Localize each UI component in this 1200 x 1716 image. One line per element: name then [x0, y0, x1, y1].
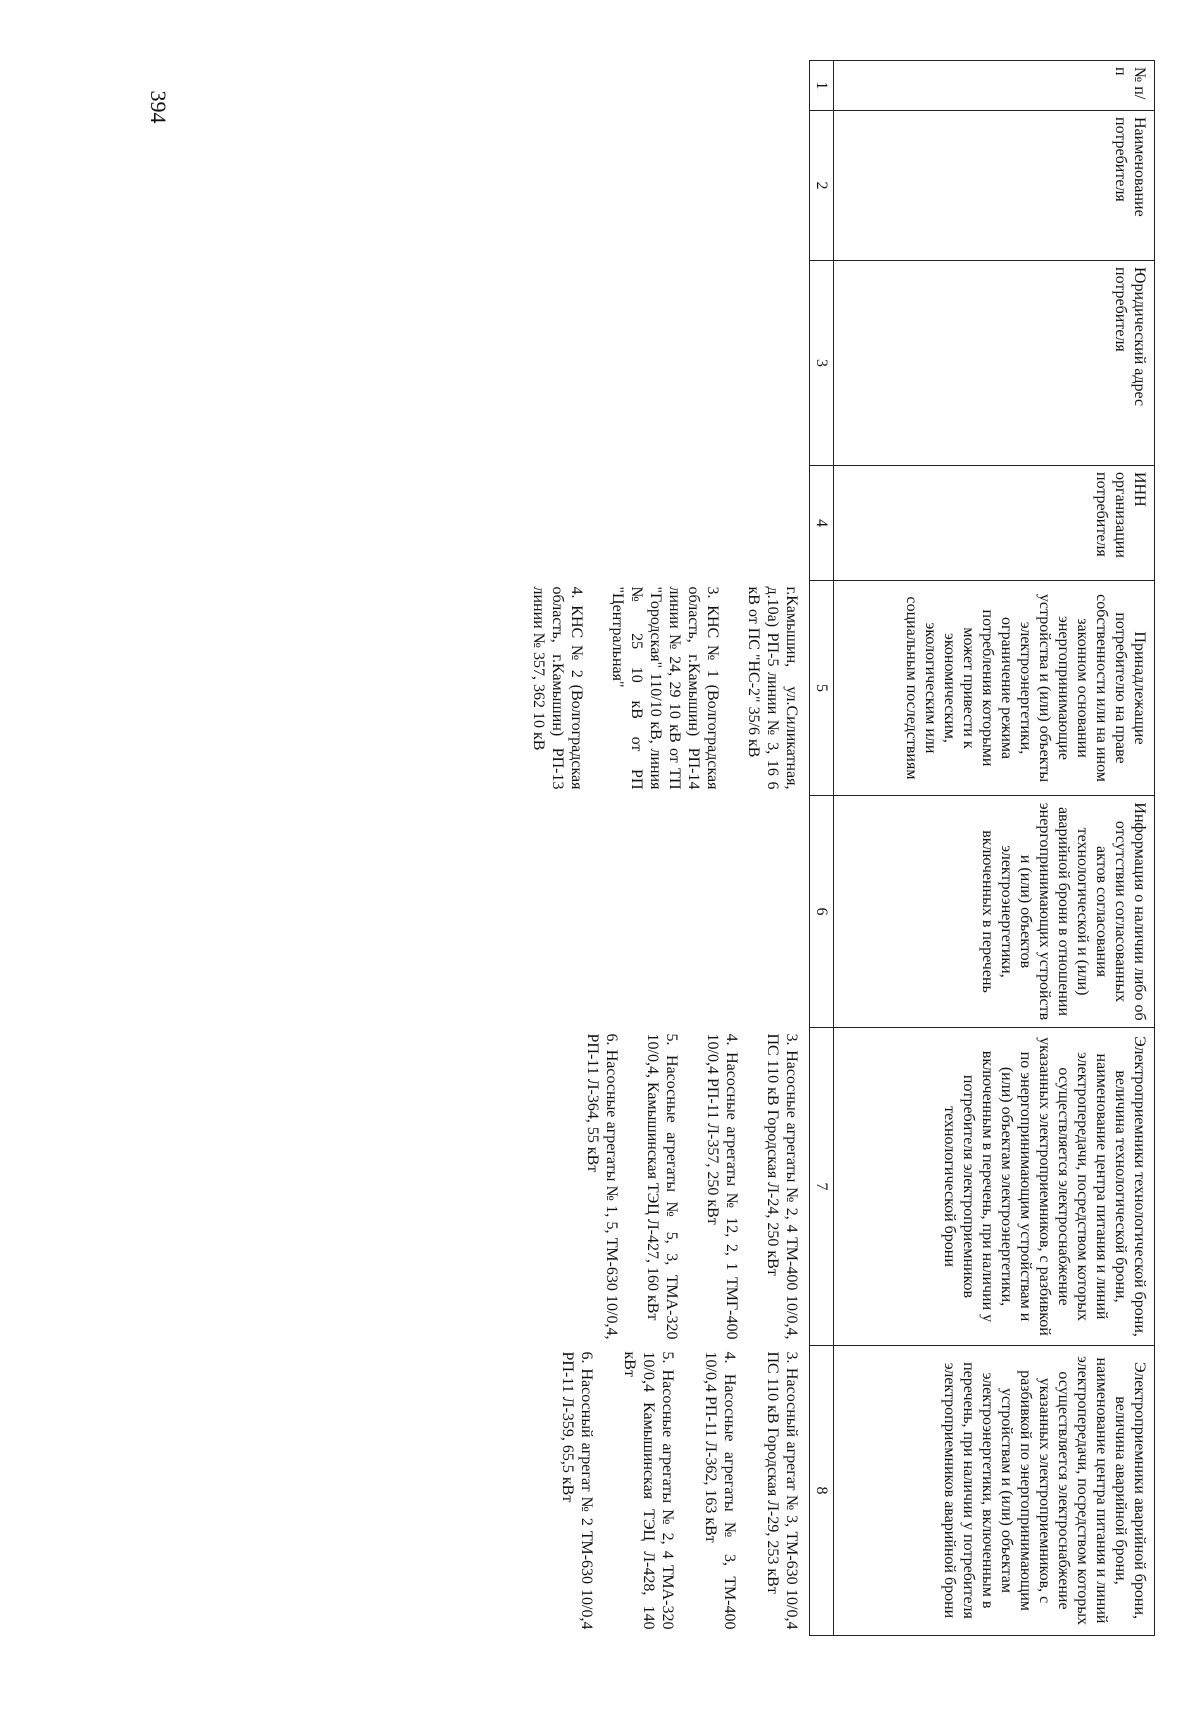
cell-tech-reserve — [502, 1028, 810, 1346]
header-inn: ИНН организации потребителя — [834, 466, 1155, 581]
cell-number — [502, 61, 810, 111]
emergency-reserve-entry: 3. Насосный агрегат № 3, ТМ-630 10/0,4 ПС 110 кВ Городская Л-29, 253 кВт — [764, 1351, 800, 1630]
header-acts-info: Информация о наличии либо об отсутствии согласованных актов согласования технологической и (или) аварийной брони в отношении энергопринимающих устройств и (или) объектов электроэнергетики, включенных в перечень — [834, 796, 1155, 1028]
cell-acts-info — [502, 796, 810, 1028]
tech-reserve-entry: 6. Насосные агрегаты № 1, 5, ТМ-630 10/0,4, РП-11 Л-364, 55 кВт — [584, 1033, 620, 1340]
emergency-reserve-entry: 6. Насосный агрегат № 2 ТМ-630 10/0,4 РП-11 Л-359, 65,5 кВт — [559, 1351, 595, 1630]
header-devices: Принадлежащие потребителю на праве собственности или на ином законном основании энергопринимающие устройства и (или) объекты электроэнергетики, ограничение режима потребления которыми может привести к экономическим, экологическим или социальным последствиям — [834, 581, 1155, 796]
emergency-reserve-entry: 5. Насосные агрегаты № 2, 4 ТМА-320 10/0,4 Камышинская ТЭЦ Л-428, 140 кВт — [621, 1351, 676, 1630]
header-emergency-reserve: Электроприемники аварийной брони, величина аварийной брони, наименование центра питания и линий электропередачи, посредством которых осуществляется электроснабжение указанных электроприемников, с разбивкой по энергопринимающим устройствам и (или) объектам электроэнергетики, включенным в перечень, при наличии у потребителя электроприемников аварийной брони — [834, 1346, 1155, 1636]
header-consumer-name: Наименование потребителя — [834, 111, 1155, 261]
page-number: 394 — [146, 90, 171, 124]
column-number: 6 — [810, 796, 834, 1028]
header-row — [834, 61, 1155, 1636]
cell-emergency-reserve — [502, 1346, 810, 1636]
column-number: 8 — [810, 1346, 834, 1636]
tech-reserve-entry: 5. Насосные агрегаты № 5, 3, ТМА-320 10/0,4, Камышинская ТЭЦ Л-427, 160 кВт — [644, 1033, 680, 1340]
table-row — [502, 61, 810, 1636]
column-number: 2 — [810, 111, 834, 261]
cell-legal-address — [502, 261, 810, 466]
rotated-landscape-page — [115, 60, 1155, 1635]
header-legal-address: Юридический адрес потребителя — [834, 261, 1155, 466]
consumer-table — [502, 60, 1155, 1636]
column-number: 1 — [810, 61, 834, 111]
column-number: 7 — [810, 1028, 834, 1346]
column-number-row — [810, 61, 834, 1636]
column-number: 3 — [810, 261, 834, 466]
column-number: 4 — [810, 466, 834, 581]
header-tech-reserve: Электроприемники технологической брони, величина технологической брони, наименование центра питания и линий электропередачи, посредством которых осуществляется электроснабжение указанных электроприемников, с разбивкой по энергопринимающим устройствам и (или) объектам электроэнергетики, включенным в перечень, при наличии у потребителя электроприемников технологической брони — [834, 1028, 1155, 1346]
column-number: 5 — [810, 581, 834, 796]
tech-reserve-entry: 3. Насосные агрегаты № 2, 4 ТМ-400 10/0,4, ПС 110 кВ Городская Л-24, 250 кВт — [764, 1033, 800, 1340]
tech-reserve-entry: 4. Насосные агрегаты № 12, 2, 1 ТМГ-400 10/0,4 РП-11 Л-357, 250 кВт — [704, 1033, 740, 1340]
cell-consumer-name — [502, 111, 810, 261]
cell-devices — [502, 581, 810, 796]
device-entry: 4. КНС № 2 (Волгоградская область, г.Камышин) РП-13 линии № 357, 362 10 кВ — [530, 586, 585, 790]
header-col-number: № п/п — [834, 61, 1155, 111]
device-entry: г.Камышин, ул.Силикатная, д.10а) РП-5 линии № 3, 16 6 кВ от ПС "НС-2" 35/6 кВ — [745, 586, 800, 790]
device-entry: 3. КНС № 1 (Волгоградская область, г.Камышин) РП-14 линии № 24, 29 10 кВ от ТП "Городская" 110/10 кВ, линия № 25 10 кВ от РП "Центральная" — [609, 586, 721, 790]
cell-inn — [502, 466, 810, 581]
emergency-reserve-entry: 4. Насосные агрегаты № 3, ТМ-400 10/0,4 РП-11 Л-362, 163 кВт — [702, 1351, 738, 1630]
